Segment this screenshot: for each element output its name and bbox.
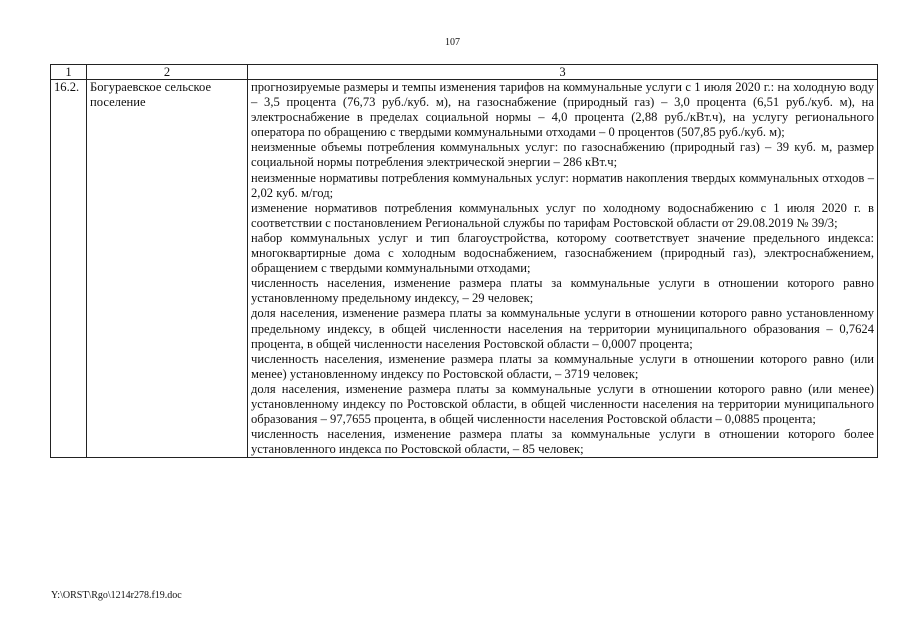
row-number: 16.2.: [51, 80, 87, 458]
paragraph: численность населения, изменение размера платы за коммунальные услуги в отношении которого равно установленному предельному индексу, – 29 человек;: [251, 276, 874, 306]
paragraph: численность населения, изменение размера платы за коммунальные услуги в отношении которого равно (или менее) установленному индексу по Ростовской области, – 3719 человек;: [251, 351, 874, 381]
paragraph: набор коммунальных услуг и тип благоустройства, которому соответствует значение предельного индекса: многоквартирные дома с холодным водоснабжением, газоснабжением (природный газ), электроснабжением, обращением с твердыми коммунальными отходами;: [251, 230, 874, 276]
settlement-name: Богураевское сельское поселение: [87, 80, 248, 458]
footer-file-path: Y:\ORST\Rgo\1214r278.f19.doc: [51, 590, 182, 601]
paragraph: неизменные нормативы потребления коммунальных услуг: норматив накопления твердых коммунальных отходов – 2,02 куб. м/год;: [251, 170, 874, 200]
paragraph: изменение нормативов потребления коммунальных услуг по холодному водоснабжению с 1 июля 2020 г. в соответствии с постановлением Региональной службы по тарифам Ростовской области от 29.08.2019 № 39/3;: [251, 200, 874, 230]
column-header-1: 1: [51, 65, 87, 80]
paragraph: численность населения, изменение размера платы за коммунальные услуги в отношении которого более установленного индекса по Ростовской области, – 85 человек;: [251, 427, 874, 457]
document-table: [50, 64, 878, 458]
table-header-row: [51, 65, 878, 80]
paragraph: доля населения, изменение размера платы за коммунальные услуги в отношении которого равно установленному предельному индексу, в общей численности населения на территории муниципального образования – 0,7624 процента, в общей численности населения Ростовской области – 0,0007 процента;: [251, 306, 874, 351]
row-content: [248, 80, 878, 458]
column-header-2: 2: [87, 65, 248, 80]
paragraph: доля населения, изменение размера платы за коммунальные услуги в отношении которого равно (или менее) установленному индексу по Ростовской области, в общей численности населения на территории муниципального образования – 97,7655 процента, в общей численности населения Ростовской области – 0,0885 процента;: [251, 381, 874, 427]
column-header-3: 3: [248, 65, 878, 80]
paragraph: неизменные объемы потребления коммунальных услуг: по газоснабжению (природный газ) – 39 куб. м, размер социальной нормы потребления электрической энергии – 286 кВт.ч;: [251, 140, 874, 170]
page-number: 107: [445, 37, 460, 48]
paragraph: прогнозируемые размеры и темпы изменения тарифов на коммунальные услуги с 1 июля 2020 г.: на холодную воду – 3,5 процента (76,73 руб./куб. м), на газоснабжение (природный газ) – 3,0 процента (6,51 руб./куб. м), на электроснабжение в пределах социальной нормы – 4,0 процента (2,88 руб./кВт.ч), на услугу регионального оператора по обращению с твердыми коммунальными отходами – 0 процентов (507,85 руб./куб. м);: [251, 80, 874, 140]
table-row: [51, 80, 878, 458]
